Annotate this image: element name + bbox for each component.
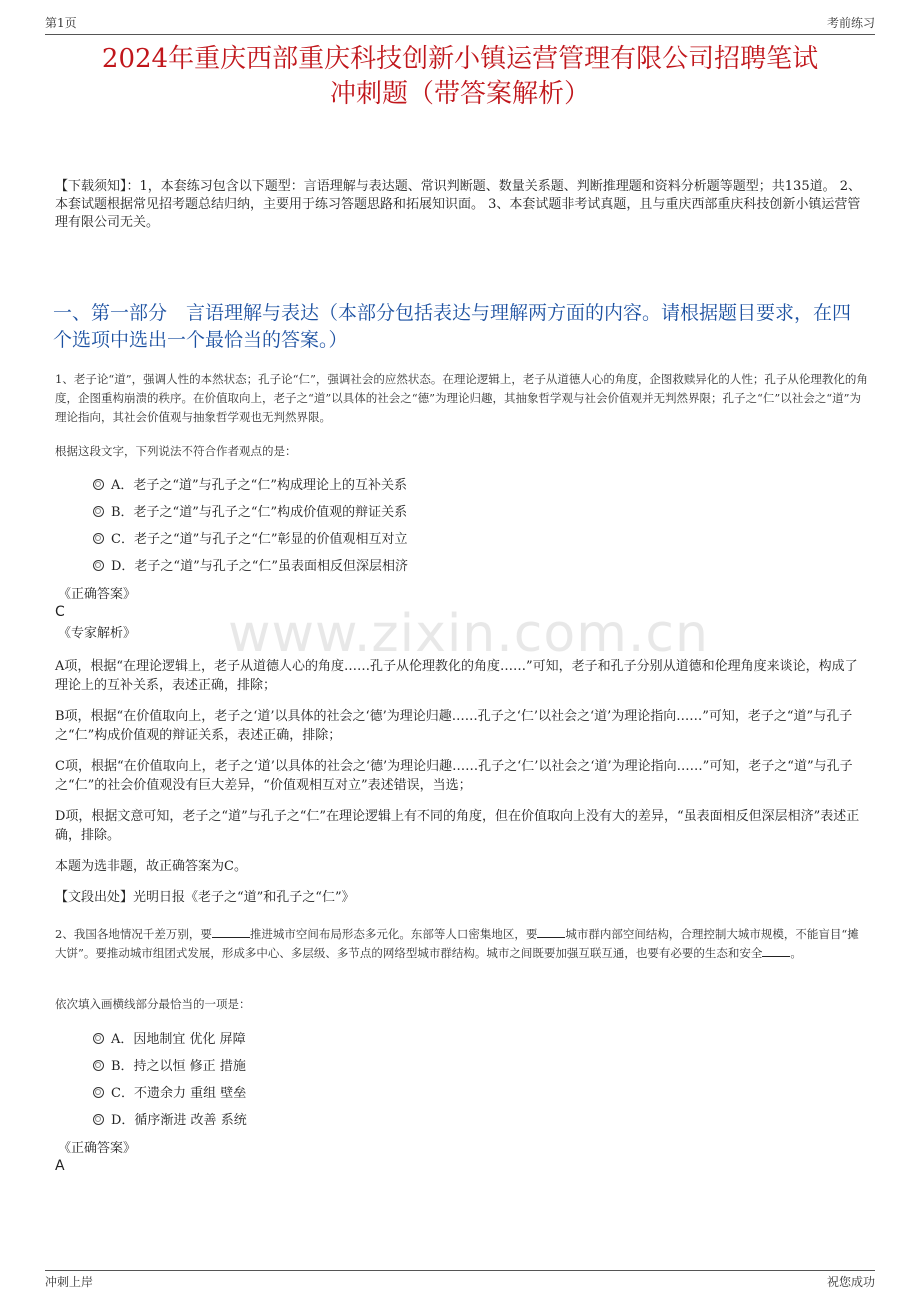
header-tag: 考前练习 [826, 16, 875, 30]
document-title [45, 42, 875, 112]
page-number: 第1页 [45, 16, 77, 30]
radio-icon[interactable] [93, 1087, 104, 1098]
q2-option-a[interactable] [93, 1030, 246, 1050]
q1-source: 【文段出处】光明日报《老子之“道”和孔子之“仁”》 [55, 890, 355, 905]
q1-analysis-label: 《专家解析》 [58, 626, 137, 641]
q1-option-b[interactable] [93, 503, 407, 523]
q1-answer: C [55, 604, 65, 620]
download-notice: 【下载须知】：1，本套练习包含以下题型：言语理解与表达题、常识判断题、数量关系题、判断推理题和资料分析题等题型；共135道。 2、本套试题根据常见招考题总结归纳，主要用于练习答题思路和拓展知识面。 3、本套试题非考试真题，且与重庆西部重庆科技创新小镇运营管理有限公司无关。 [55, 179, 861, 230]
radio-icon[interactable] [93, 1114, 104, 1125]
q2-answer: A [55, 1158, 65, 1174]
q1-option-c[interactable] [93, 530, 408, 550]
blank-2 [537, 925, 565, 938]
option-label: C．老子之“道”与孔子之“仁”彰显的价值观相互对立 [111, 532, 408, 547]
radio-icon[interactable] [93, 1060, 104, 1071]
option-label: B．老子之“道”与孔子之“仁”构成价值观的辩证关系 [111, 505, 408, 520]
q2-answer-label: 《正确答案》 [58, 1141, 137, 1156]
title-line-1: 2024年重庆西部重庆科技创新小镇运营管理有限公司招聘笔试 [101, 44, 819, 74]
option-label: D．循序渐进 改善 系统 [111, 1113, 247, 1128]
radio-icon[interactable] [93, 479, 104, 490]
option-label: B．持之以恒 修正 措施 [111, 1059, 246, 1074]
q2-stem: 2、我国各地情况千差万别，要 推进城市空间布局形态多元化。东部等人口密集地区，要 城市群内部空间结构，合理控制大城市规模，不能盲目“摊大饼”。要推动城市组团式发展，形成多中心、多层级、多节点的网络型城市群结构。城市之间既要加强互联互通，也要有必要的生态和安全 。 [55, 927, 859, 960]
radio-icon[interactable] [93, 506, 104, 517]
q2-option-d[interactable] [93, 1111, 247, 1131]
option-label: D．老子之“道”与孔子之“仁”虽表面相反但深层相济 [111, 559, 409, 574]
watermark: www.zixin.com.cn [228, 604, 709, 664]
radio-icon[interactable] [93, 1033, 104, 1044]
q1-answer-label: 《正确答案》 [58, 587, 137, 602]
q2-prompt: 依次填入画横线部分最恰当的一项是： [55, 997, 251, 1011]
q1-analysis-a: A项，根据“在理论逻辑上，老子从道德人心的角度……孔子从伦理教化的角度……”可知，老子和孔子分别从道德和伦理角度来谈论，构成了理论上的互补关系，表述正确，排除； [55, 659, 858, 693]
blank-1 [212, 925, 250, 938]
q1-stem: 1、老子论“道”，强调人性的本然状态；孔子论“仁”，强调社会的应然状态。在理论逻辑上，老子从道德人心的角度，企图救赎异化的人性；孔子从伦理教化的角度，企图重构崩溃的秩序。在价值取向上，老子之“道”以具体的社会之“德”为理论归趣，其抽象哲学观与社会价值观并无判然界限；孔子之“仁”以社会之“道”为理论指向，其社会价值观与抽象哲学观也无判然界限。 [55, 372, 868, 424]
q1-option-d[interactable] [93, 557, 408, 577]
page-footer [45, 1270, 875, 1293]
q1-prompt: 根据这段文字，下列说法不符合作者观点的是： [55, 444, 297, 458]
q2-option-b[interactable] [93, 1057, 246, 1077]
q1-analysis-c: C项，根据“在价值取向上，老子之‘道’以具体的社会之‘德’为理论归趣……孔子之‘仁’以社会之‘道’为理论指向……”可知，老子之“道”与孔子之“仁”的社会价值观没有巨大差异，“价值观相互对立”表述错误，当选； [55, 759, 853, 793]
q1-analysis-d: D项，根据文意可知，老子之“道”与孔子之“仁”在理论逻辑上有不同的角度，但在价值取向上没有大的差异，“虽表面相反但深层相济”表述正确，排除。 [55, 809, 860, 843]
q1-option-a[interactable] [93, 476, 407, 496]
section-heading: 一、第一部分 言语理解与表达（本部分包括表达与理解两方面的内容。请根据题目要求，在四个选项中选出一个最恰当的答案。） [53, 302, 852, 351]
blank-3 [762, 944, 790, 957]
option-label: A．老子之“道”与孔子之“仁”构成理论上的互补关系 [111, 478, 407, 493]
footer-left: 冲刺上岸 [45, 1275, 94, 1289]
q2-option-c[interactable] [93, 1084, 246, 1104]
title-line-2: 冲刺题（带答案解析） [329, 79, 590, 109]
q1-analysis-b: B项，根据“在价值取向上，老子之‘道’以具体的社会之‘德’为理论归趣……孔子之‘仁’以社会之‘道’为理论指向……”可知，老子之“道”与孔子之“仁”构成价值观的辩证关系，表述正确，排除； [55, 709, 853, 743]
option-label: C．不遗余力 重组 壁垒 [111, 1086, 247, 1101]
footer-right: 祝您成功 [826, 1275, 875, 1289]
page-header [45, 12, 875, 35]
radio-icon[interactable] [93, 560, 104, 571]
q1-analysis-conclusion: 本题为选非题，故正确答案为C。 [55, 859, 247, 874]
radio-icon[interactable] [93, 533, 104, 544]
option-label: A．因地制宜 优化 屏障 [111, 1032, 246, 1047]
